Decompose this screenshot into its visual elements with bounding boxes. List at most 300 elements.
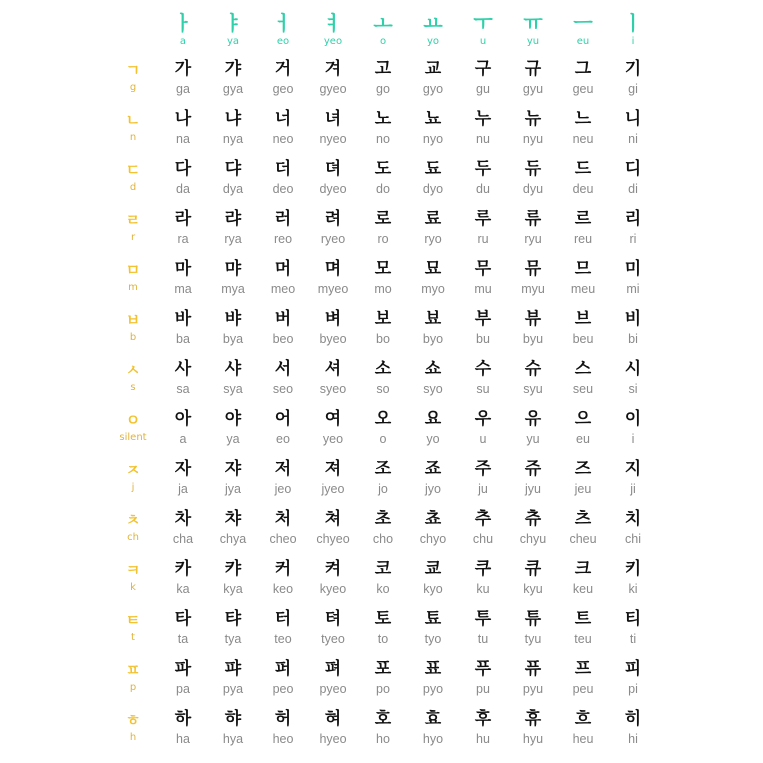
syllable-cell-romanization: chyeo [316, 531, 350, 546]
syllable-cell-romanization: a [179, 431, 187, 446]
syllable-cell [208, 452, 258, 502]
syllable-cell-glyph: 됴 [424, 158, 442, 179]
consonant-header [108, 652, 158, 702]
syllable-cell [358, 652, 408, 702]
syllable-cell-glyph: 요 [424, 408, 442, 429]
syllable-cell-romanization: po [376, 681, 390, 696]
syllable-cell-romanization: hyeo [319, 731, 347, 746]
syllable-cell [508, 602, 558, 652]
syllable-cell-glyph: 탸 [224, 608, 242, 629]
vowel-header-glyph: ㅕ [323, 11, 343, 35]
syllable-cell-romanization: tyo [424, 631, 442, 646]
syllable-cell-glyph: 프 [574, 658, 592, 679]
syllable-cell-glyph: 뱌 [224, 308, 242, 329]
syllable-cell-glyph: 커 [274, 558, 292, 579]
syllable-cell-glyph: 사 [174, 358, 192, 379]
syllable-cell [308, 502, 358, 552]
syllable-cell-romanization: da [176, 181, 190, 196]
syllable-cell-glyph: 미 [624, 258, 642, 279]
syllable-cell-romanization: bu [476, 331, 490, 346]
syllable-cell [408, 552, 458, 602]
syllable-cell-romanization: nya [222, 131, 244, 146]
syllable-cell-glyph: 퓨 [524, 658, 542, 679]
syllable-cell-glyph: 포 [374, 658, 392, 679]
syllable-cell-romanization: tya [224, 631, 242, 646]
syllable-cell [208, 652, 258, 702]
syllable-cell-romanization: byu [522, 331, 544, 346]
syllable-cell [208, 102, 258, 152]
syllable-cell [258, 52, 308, 102]
syllable-cell-glyph: 기 [624, 58, 642, 79]
syllable-cell-romanization: ha [176, 731, 190, 746]
syllable-cell-romanization: ro [377, 231, 389, 246]
syllable-cell [458, 452, 508, 502]
syllable-cell-glyph: 으 [574, 408, 592, 429]
syllable-cell-romanization: chu [472, 531, 494, 546]
syllable-cell-glyph: 뮤 [524, 258, 542, 279]
vowel-header [158, 8, 208, 52]
syllable-cell-glyph: 효 [424, 708, 442, 729]
syllable-cell-glyph: 켜 [324, 558, 342, 579]
syllable-cell-romanization: beo [272, 331, 294, 346]
syllable-cell-romanization: nyeo [319, 131, 347, 146]
syllable-cell [358, 552, 408, 602]
syllable-cell [608, 602, 658, 652]
syllable-cell-romanization: ga [176, 81, 190, 96]
vowel-header-romanization: yeo [323, 36, 343, 47]
vowel-header-romanization: o [379, 36, 387, 47]
consonant-header-glyph: ㅁ [125, 260, 141, 279]
vowel-header [258, 8, 308, 52]
syllable-cell-glyph: 뉴 [524, 108, 542, 129]
syllable-cell-romanization: dyo [422, 181, 444, 196]
syllable-cell [558, 502, 608, 552]
consonant-header [108, 52, 158, 102]
syllable-cell-glyph: 너 [274, 108, 292, 129]
syllable-cell-glyph: 뷰 [524, 308, 542, 329]
syllable-cell [308, 652, 358, 702]
syllable-cell-romanization: teu [574, 631, 592, 646]
vowel-header [408, 8, 458, 52]
syllable-cell-romanization: tu [477, 631, 489, 646]
syllable-cell-glyph: 구 [474, 58, 492, 79]
syllable-cell [308, 152, 358, 202]
syllable-cell [358, 202, 408, 252]
syllable-cell [408, 652, 458, 702]
syllable-cell [258, 302, 308, 352]
syllable-cell-romanization: ryo [424, 231, 442, 246]
syllable-cell [258, 452, 308, 502]
syllable-cell-romanization: deu [572, 181, 594, 196]
syllable-cell-glyph: 녀 [324, 108, 342, 129]
vowel-header [208, 8, 258, 52]
consonant-header-glyph: ㄷ [125, 160, 141, 179]
syllable-cell-romanization: nyu [522, 131, 544, 146]
syllable-cell [608, 302, 658, 352]
syllable-cell [608, 452, 658, 502]
consonant-header-glyph: ㅂ [125, 310, 141, 329]
syllable-cell-glyph: 냐 [224, 108, 242, 129]
syllable-cell-romanization: bya [222, 331, 244, 346]
syllable-cell-glyph: 키 [624, 558, 642, 579]
syllable-cell-romanization: ma [174, 281, 192, 296]
syllable-cell [358, 402, 408, 452]
syllable-cell [258, 702, 308, 752]
syllable-cell [258, 602, 308, 652]
syllable-cell-romanization: geu [572, 81, 594, 96]
syllable-cell-romanization: myo [421, 281, 445, 296]
syllable-cell-romanization: tyeo [321, 631, 345, 646]
syllable-cell [458, 202, 508, 252]
consonant-header-romanization: d [129, 181, 137, 193]
vowel-header-romanization: ya [226, 36, 240, 47]
syllable-cell-romanization: bo [376, 331, 390, 346]
consonant-header-romanization: s [130, 381, 136, 393]
consonant-header [108, 452, 158, 502]
syllable-cell-romanization: seo [272, 381, 294, 396]
syllable-cell-romanization: keo [272, 581, 294, 596]
syllable-cell-romanization: u [479, 431, 487, 446]
syllable-cell-glyph: 캬 [224, 558, 242, 579]
syllable-cell-glyph: 크 [574, 558, 592, 579]
syllable-cell-romanization: sa [176, 381, 190, 396]
syllable-cell-glyph: 츄 [524, 508, 542, 529]
syllable-cell-glyph: 무 [474, 258, 492, 279]
syllable-cell-romanization: nyo [422, 131, 444, 146]
syllable-cell [408, 102, 458, 152]
syllable-cell-romanization: hyo [422, 731, 444, 746]
syllable-cell-glyph: 후 [474, 708, 492, 729]
syllable-cell-romanization: ba [176, 331, 190, 346]
syllable-cell-romanization: gyu [522, 81, 544, 96]
syllable-cell-romanization: heu [572, 731, 594, 746]
syllable-cell-glyph: 아 [174, 408, 192, 429]
syllable-cell-glyph: 햐 [224, 708, 242, 729]
syllable-cell-romanization: gya [222, 81, 244, 96]
syllable-cell [158, 452, 208, 502]
syllable-cell-glyph: 느 [574, 108, 592, 129]
syllable-cell-romanization: na [176, 131, 190, 146]
syllable-cell-glyph: 나 [174, 108, 192, 129]
syllable-cell [158, 302, 208, 352]
syllable-cell [608, 552, 658, 602]
syllable-cell-romanization: pyeo [319, 681, 347, 696]
syllable-cell-glyph: 허 [274, 708, 292, 729]
syllable-cell [458, 252, 508, 302]
consonant-header-romanization: p [129, 681, 137, 693]
syllable-cell-glyph: 규 [524, 58, 542, 79]
syllable-cell-glyph: 하 [174, 708, 192, 729]
syllable-cell-romanization: mu [474, 281, 492, 296]
syllable-cell-romanization: di [628, 181, 638, 196]
consonant-header-romanization: k [130, 581, 136, 593]
vowel-header [308, 8, 358, 52]
syllable-cell-romanization: neu [572, 131, 594, 146]
syllable-cell-glyph: 모 [374, 258, 392, 279]
syllable-cell-glyph: 우 [474, 408, 492, 429]
syllable-cell-glyph: 뵤 [424, 308, 442, 329]
syllable-cell [308, 302, 358, 352]
vowel-header-glyph: ㅑ [223, 11, 243, 35]
syllable-cell-glyph: 죠 [424, 458, 442, 479]
syllable-cell [608, 152, 658, 202]
syllable-cell-romanization: hu [476, 731, 490, 746]
syllable-cell-glyph: 도 [374, 158, 392, 179]
vowel-header [508, 8, 558, 52]
syllable-cell [458, 102, 508, 152]
syllable-cell-glyph: 지 [624, 458, 642, 479]
consonant-header-romanization: r [130, 231, 136, 243]
syllable-cell-romanization: seu [572, 381, 594, 396]
syllable-cell-romanization: ru [477, 231, 489, 246]
consonant-header-glyph: ㅈ [125, 460, 141, 479]
syllable-cell [458, 702, 508, 752]
syllable-cell-romanization: to [377, 631, 389, 646]
vowel-header-romanization: eu [576, 36, 590, 47]
syllable-cell-romanization: cha [172, 531, 194, 546]
syllable-cell-glyph: 타 [174, 608, 192, 629]
syllable-cell-glyph: 리 [624, 208, 642, 229]
syllable-cell-romanization: yeo [322, 431, 344, 446]
syllable-cell-glyph: 히 [624, 708, 642, 729]
syllable-cell-romanization: ta [177, 631, 189, 646]
consonant-header-glyph: ㅇ [125, 410, 141, 429]
vowel-header-glyph: ㅓ [273, 11, 293, 35]
syllable-cell-romanization: rya [224, 231, 242, 246]
syllable-cell [558, 102, 608, 152]
vowel-header-romanization: eo [276, 36, 290, 47]
syllable-cell [408, 202, 458, 252]
consonant-header-romanization: m [128, 281, 138, 293]
syllable-cell [558, 52, 608, 102]
corner-spacer [108, 8, 158, 52]
syllable-cell-glyph: 피 [624, 658, 642, 679]
syllable-cell [558, 702, 608, 752]
syllable-cell-glyph: 버 [274, 308, 292, 329]
syllable-cell [358, 502, 408, 552]
vowel-header [358, 8, 408, 52]
syllable-cell-glyph: 루 [474, 208, 492, 229]
syllable-cell-glyph: 투 [474, 608, 492, 629]
syllable-cell [408, 152, 458, 202]
syllable-cell [308, 352, 358, 402]
syllable-cell [458, 552, 508, 602]
syllable-cell [208, 702, 258, 752]
syllable-cell-romanization: jeo [274, 481, 292, 496]
syllable-cell-romanization: ka [176, 581, 190, 596]
syllable-cell [508, 702, 558, 752]
consonant-header-glyph: ㅍ [125, 660, 141, 679]
syllable-cell-romanization: hyu [522, 731, 544, 746]
consonant-header-glyph: ㄴ [125, 110, 141, 129]
syllable-cell-glyph: 류 [524, 208, 542, 229]
syllable-cell-romanization: syeo [319, 381, 347, 396]
consonant-header-glyph: ㄱ [125, 60, 141, 79]
syllable-cell [558, 202, 608, 252]
syllable-cell-glyph: 고 [374, 58, 392, 79]
consonant-header-romanization: n [129, 131, 137, 143]
syllable-cell [558, 302, 608, 352]
syllable-cell-glyph: 야 [224, 408, 242, 429]
syllable-cell-glyph: 며 [324, 258, 342, 279]
consonant-header [108, 502, 158, 552]
syllable-cell-glyph: 오 [374, 408, 392, 429]
syllable-cell [458, 352, 508, 402]
syllable-cell [158, 102, 208, 152]
syllable-cell-romanization: o [379, 431, 387, 446]
syllable-cell [208, 202, 258, 252]
syllable-cell [458, 52, 508, 102]
syllable-cell [558, 402, 608, 452]
syllable-cell-glyph: 챠 [224, 508, 242, 529]
syllable-cell [158, 202, 208, 252]
syllable-cell [508, 102, 558, 152]
syllable-cell-romanization: ku [476, 581, 490, 596]
syllable-cell-glyph: 샤 [224, 358, 242, 379]
syllable-cell-glyph: 코 [374, 558, 392, 579]
syllable-cell-romanization: no [376, 131, 390, 146]
syllable-cell-romanization: ra [177, 231, 189, 246]
syllable-cell-glyph: 푸 [474, 658, 492, 679]
consonant-header-romanization: ch [127, 531, 139, 543]
syllable-cell [308, 552, 358, 602]
syllable-cell-romanization: teo [274, 631, 292, 646]
syllable-cell-romanization: kyu [523, 581, 543, 596]
syllable-cell-romanization: gi [628, 81, 638, 96]
syllable-cell [558, 252, 608, 302]
syllable-cell [308, 252, 358, 302]
syllable-cell-romanization: meu [570, 281, 596, 296]
syllable-cell-romanization: pa [176, 681, 190, 696]
syllable-cell-romanization: ju [478, 481, 488, 496]
syllable-cell-glyph: 혀 [324, 708, 342, 729]
consonant-header-glyph: ㅋ [125, 560, 141, 579]
syllable-cell [458, 602, 508, 652]
syllable-cell-romanization: so [376, 381, 390, 396]
syllable-cell-glyph: 므 [574, 258, 592, 279]
syllable-cell-romanization: peo [272, 681, 294, 696]
syllable-cell [358, 702, 408, 752]
syllable-cell-glyph: 여 [324, 408, 342, 429]
syllable-cell [608, 402, 658, 452]
syllable-cell-romanization: dya [222, 181, 244, 196]
syllable-cell-romanization: do [376, 181, 390, 196]
syllable-cell-glyph: 비 [624, 308, 642, 329]
syllable-cell [158, 152, 208, 202]
syllable-cell-glyph: 토 [374, 608, 392, 629]
syllable-cell-romanization: ni [628, 131, 638, 146]
syllable-cell-romanization: ri [629, 231, 637, 246]
syllable-cell-romanization: gu [476, 81, 490, 96]
vowel-header-glyph: ㅠ [523, 11, 543, 35]
syllable-cell [208, 302, 258, 352]
syllable-cell-glyph: 저 [274, 458, 292, 479]
syllable-cell-romanization: yo [426, 431, 440, 446]
syllable-cell-glyph: 쳐 [324, 508, 342, 529]
consonant-header [108, 702, 158, 752]
syllable-cell-glyph: 먀 [224, 258, 242, 279]
syllable-cell-romanization: i [631, 431, 635, 446]
consonant-header [108, 602, 158, 652]
consonant-header-glyph: ㅎ [125, 710, 141, 729]
syllable-cell [308, 452, 358, 502]
syllable-cell-romanization: reu [573, 231, 593, 246]
syllable-cell-romanization: bi [628, 331, 638, 346]
syllable-cell [508, 352, 558, 402]
syllable-cell [358, 52, 408, 102]
syllable-cell [308, 102, 358, 152]
syllable-cell-glyph: 라 [174, 208, 192, 229]
syllable-cell-romanization: syu [523, 381, 543, 396]
syllable-cell-romanization: kyeo [319, 581, 347, 596]
syllable-cell [258, 502, 308, 552]
syllable-cell [208, 502, 258, 552]
syllable-cell [358, 102, 408, 152]
syllable-cell-romanization: deo [272, 181, 294, 196]
syllable-cell-romanization: du [476, 181, 490, 196]
syllable-cell-romanization: jya [225, 481, 241, 496]
syllable-cell [208, 602, 258, 652]
syllable-cell-glyph: 니 [624, 108, 642, 129]
syllable-cell-glyph: 튜 [524, 608, 542, 629]
syllable-cell-glyph: 로 [374, 208, 392, 229]
syllable-cell-glyph: 댜 [224, 158, 242, 179]
syllable-cell [508, 302, 558, 352]
syllable-cell [358, 302, 408, 352]
vowel-header-romanization: u [479, 36, 487, 47]
syllable-cell [358, 352, 408, 402]
syllable-cell [258, 202, 308, 252]
syllable-cell [308, 202, 358, 252]
syllable-cell [608, 52, 658, 102]
syllable-cell-glyph: 큐 [524, 558, 542, 579]
consonant-header-romanization: silent [119, 431, 147, 443]
syllable-cell-glyph: 조 [374, 458, 392, 479]
syllable-cell [208, 552, 258, 602]
consonant-header [108, 352, 158, 402]
consonant-header [108, 302, 158, 352]
syllable-cell-romanization: ji [630, 481, 636, 496]
syllable-cell-glyph: 스 [574, 358, 592, 379]
syllable-cell-romanization: pyu [522, 681, 544, 696]
syllable-cell-glyph: 료 [424, 208, 442, 229]
consonant-header [108, 152, 158, 202]
syllable-cell [608, 202, 658, 252]
syllable-cell [608, 652, 658, 702]
syllable-cell [408, 252, 458, 302]
syllable-cell-glyph: 자 [174, 458, 192, 479]
syllable-cell-glyph: 흐 [574, 708, 592, 729]
syllable-cell-romanization: pi [628, 681, 638, 696]
syllable-cell-glyph: 유 [524, 408, 542, 429]
syllable-cell-romanization: heo [272, 731, 294, 746]
syllable-cell-romanization: go [376, 81, 390, 96]
syllable-cell-romanization: byo [422, 331, 444, 346]
syllable-cell [608, 702, 658, 752]
syllable-cell-romanization: meo [270, 281, 296, 296]
syllable-cell-glyph: 러 [274, 208, 292, 229]
syllable-cell-romanization: tyu [524, 631, 542, 646]
consonant-header [108, 552, 158, 602]
consonant-header-glyph: ㅅ [125, 360, 141, 379]
syllable-cell-glyph: 노 [374, 108, 392, 129]
syllable-cell-glyph: 시 [624, 358, 642, 379]
syllable-cell-romanization: peu [572, 681, 594, 696]
syllable-cell [508, 152, 558, 202]
syllable-cell-glyph: 누 [474, 108, 492, 129]
syllable-cell-glyph: 쟈 [224, 458, 242, 479]
syllable-cell [158, 402, 208, 452]
